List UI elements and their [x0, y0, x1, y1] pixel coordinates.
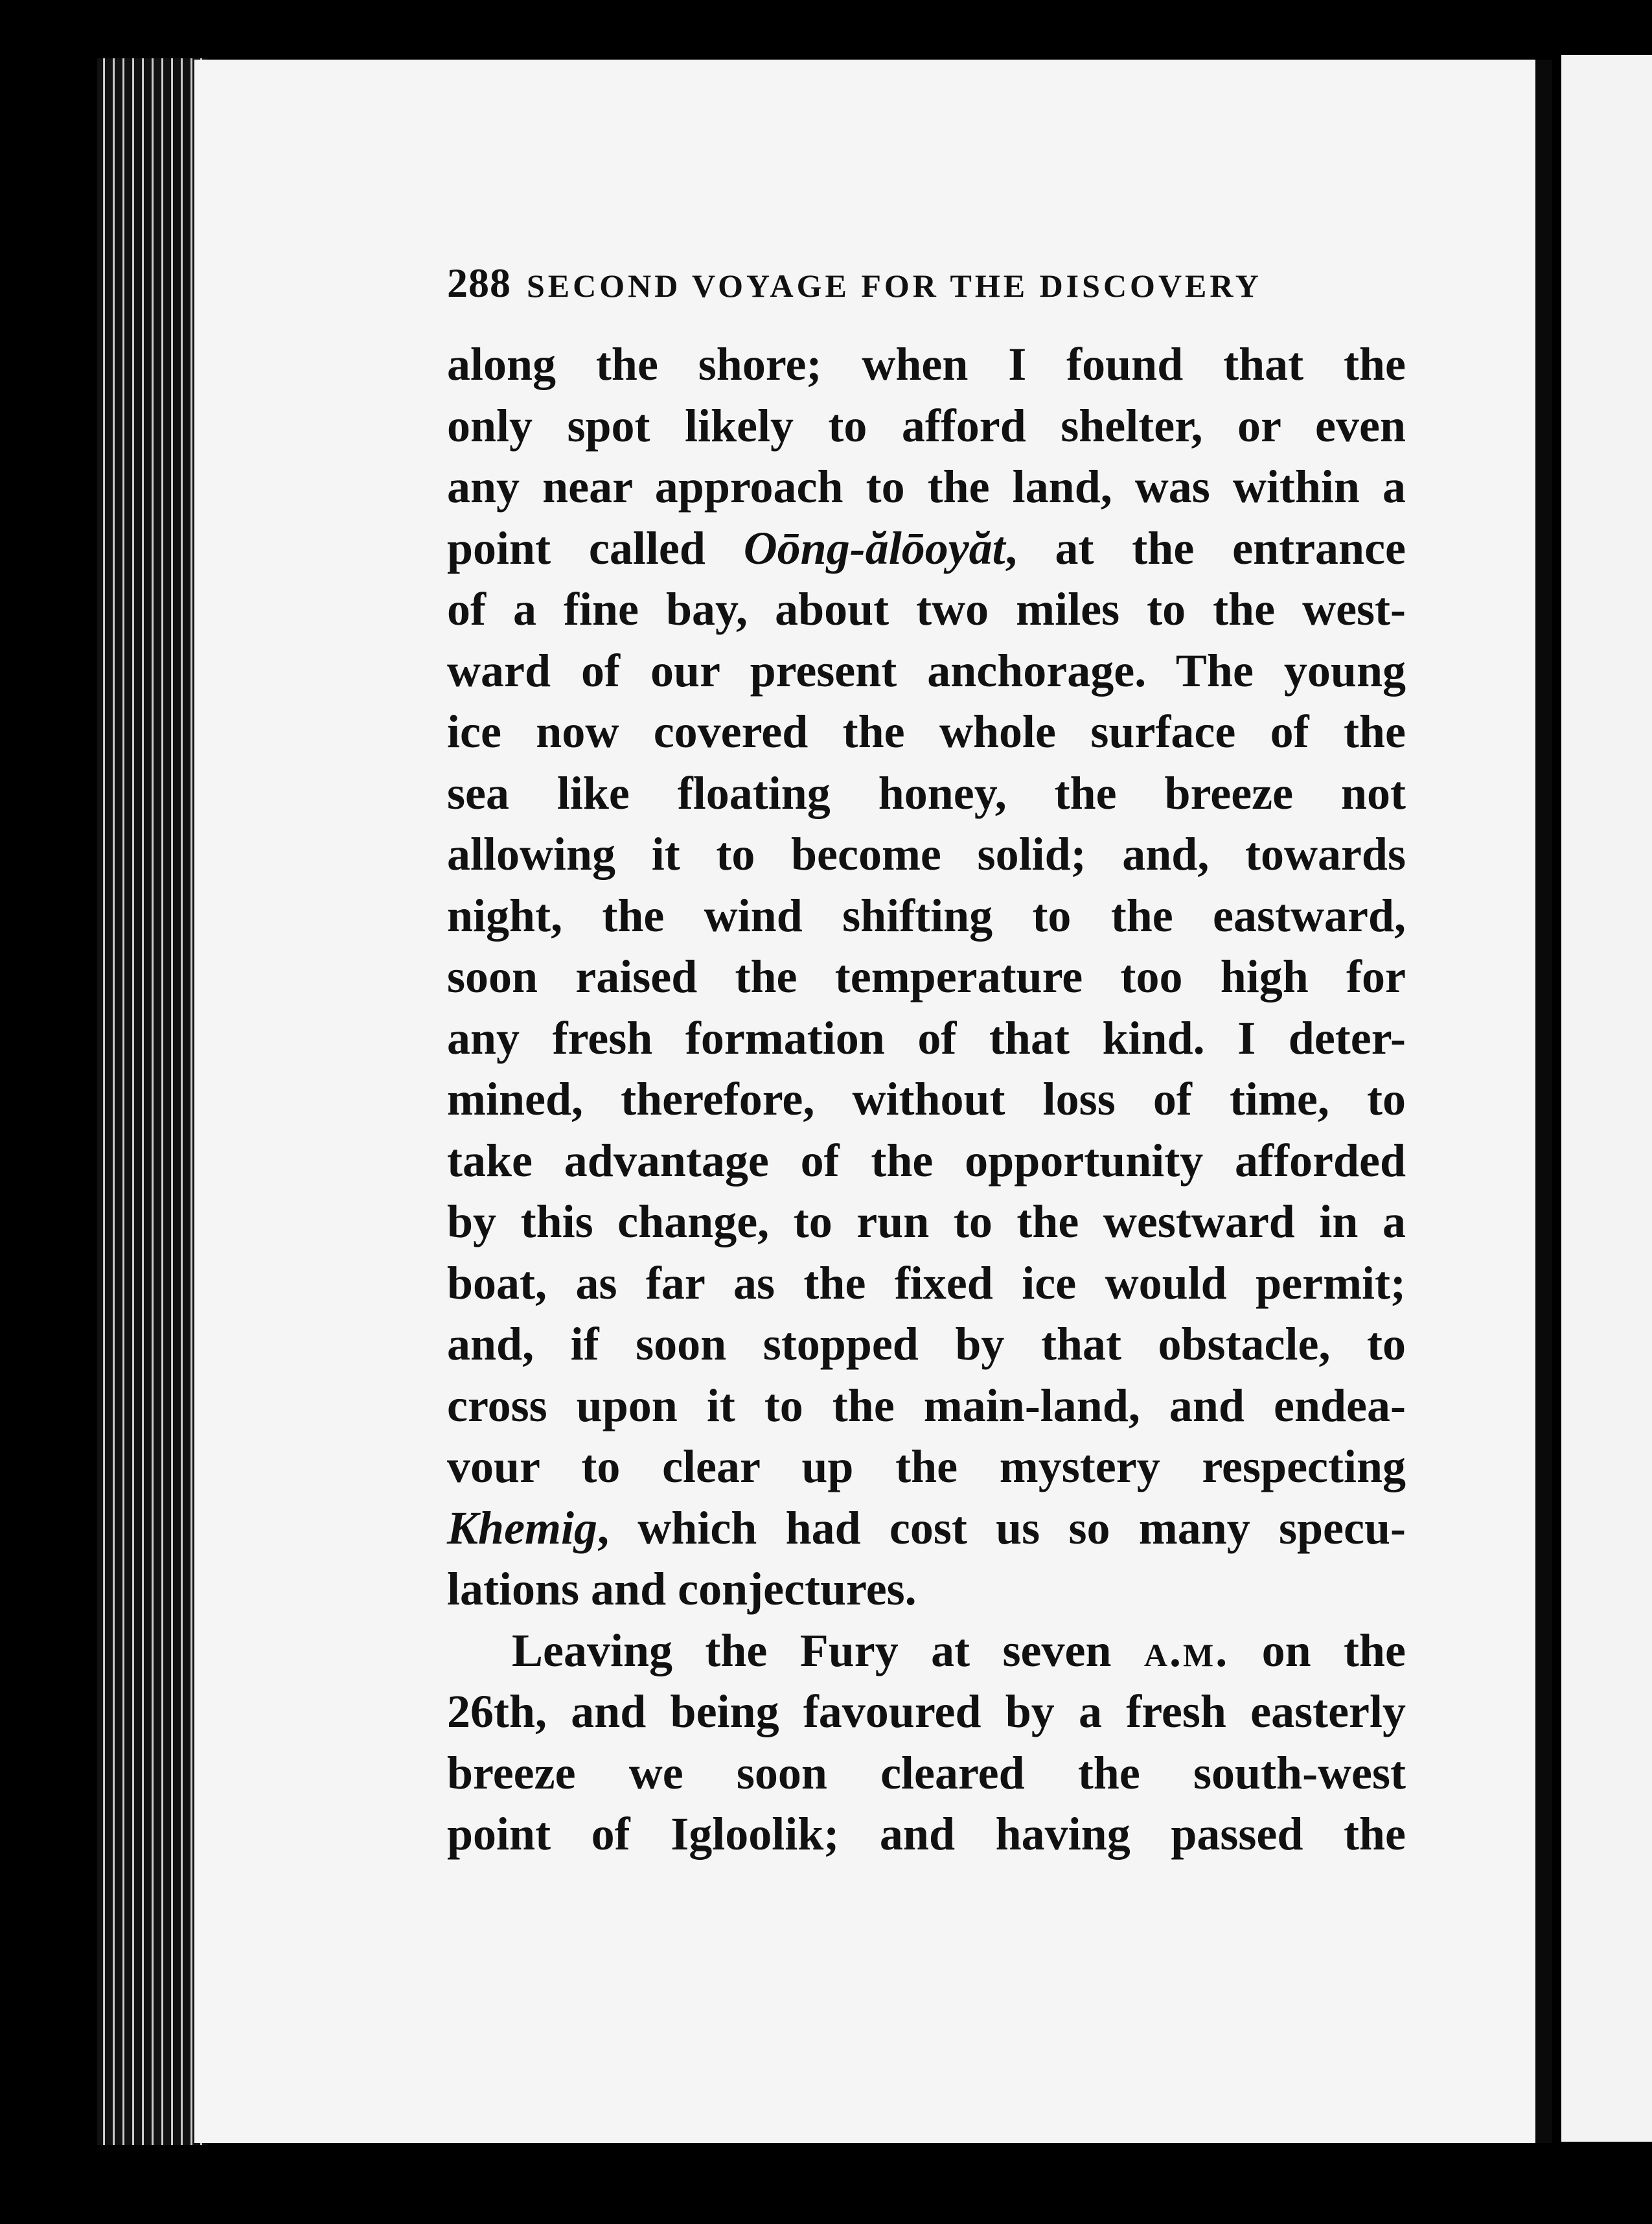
text-line: boat, as far as the fixed ice would permit;	[447, 1257, 1406, 1309]
text-run: on the	[1229, 1624, 1406, 1676]
text-line: and, if soon stopped by that obstacle, to	[447, 1318, 1406, 1370]
text-line: night, the wind shifting to the eastward,	[447, 889, 1406, 942]
paragraph-last-line: lations and conjectures.	[447, 1563, 917, 1615]
text-line: of a fine bay, about two miles to the west-	[447, 583, 1406, 635]
page-header	[447, 259, 1335, 311]
place-name-italic: Khemig	[447, 1501, 598, 1554]
text-run: , which had cost us so many specu-	[597, 1501, 1406, 1554]
text-line: breeze we soon cleared the south-west	[447, 1746, 1406, 1799]
text-line: by this change, to run to the westward in a	[447, 1196, 1406, 1247]
text-run: point called	[447, 522, 744, 574]
text-line: any near approach to the land, was within a	[447, 461, 1406, 513]
text-line: 26th, and being favoured by a fresh easterly	[447, 1685, 1406, 1737]
text-line: mined, therefore, without loss of time, to	[447, 1073, 1406, 1125]
page-number: 288	[447, 260, 511, 306]
text-line: ice now covered the whole surface of the	[447, 706, 1406, 758]
text-line: along the shore; when I found that the	[447, 338, 1406, 390]
text-run: Leaving the Fury at seven	[512, 1624, 1144, 1676]
text-run: , at the entrance	[1005, 522, 1406, 574]
text-line: allowing it to become solid; and, towards	[447, 828, 1406, 880]
paragraph-first-line	[447, 1620, 1406, 1682]
page-edges	[97, 58, 207, 2145]
text-line: take advantage of the opportunity afforded	[447, 1134, 1406, 1187]
text-line: only spot likely to afford shelter, or even	[447, 399, 1406, 452]
text-line: vour to clear up the mystery respecting	[447, 1441, 1406, 1492]
facing-page-edge	[1561, 55, 1652, 2142]
body-text	[447, 334, 1406, 1865]
text-line: cross upon it to the main-land, and endea-	[447, 1379, 1406, 1431]
running-head: SECOND VOYAGE FOR THE DISCOVERY	[527, 268, 1262, 304]
place-name-italic: Oōng-ălōoyăt	[743, 522, 1005, 574]
time-small-caps: a.m.	[1143, 1624, 1230, 1676]
text-line	[447, 518, 1406, 579]
text-line: ward of our present anchorage. The young	[447, 644, 1406, 697]
text-line: any fresh formation of that kind. I deter-	[447, 1012, 1406, 1064]
text-line: soon raised the temperature too high for	[447, 951, 1406, 1002]
gutter-shadow	[1535, 60, 1552, 2143]
text-line: sea like floating honey, the breeze not	[447, 767, 1406, 819]
text-line	[447, 1498, 1406, 1559]
text-line: point of Igloolik; and having passed the	[447, 1808, 1406, 1860]
